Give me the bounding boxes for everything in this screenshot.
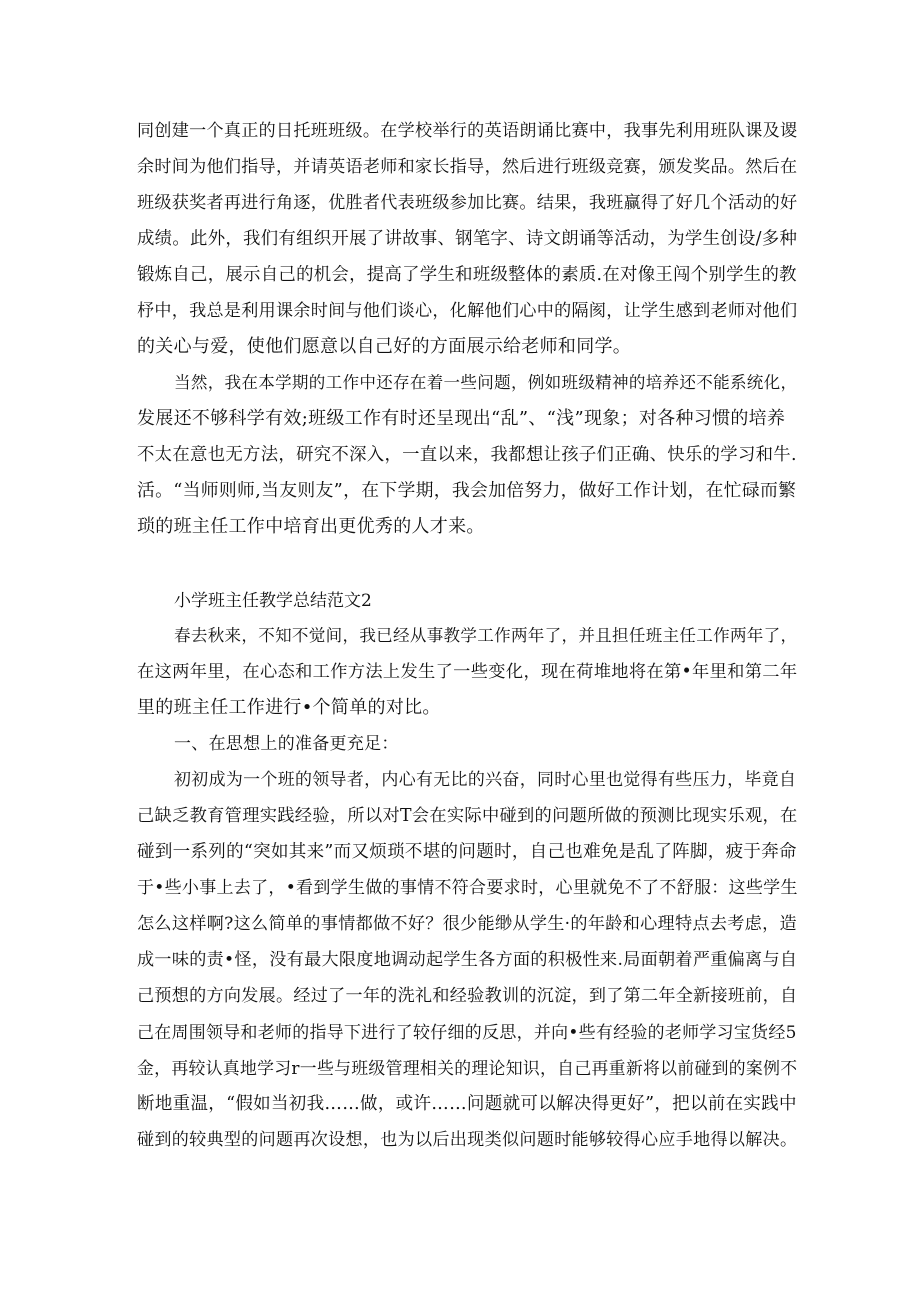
- paragraph-1-line-3: 班级获奖者再进行角逐，优胜者代表班级参加比赛。结果，我班赢得了好几个活动的好: [137, 193, 798, 213]
- paragraph-1-line-2: 余时间为他们指导，并请英语老师和家长指导，然后进行班级竞赛，颁发奖品。然后在: [137, 157, 798, 177]
- paragraph-2-line-1: 当然，我在本学期的工作中还存在着一些问题，例如班级精神的培养还不能系统化，: [174, 373, 798, 392]
- paragraph-4-line-10: 断地重温，“假如当初我……做，或许……问题就可以解决得更好”，把以前在实践中: [137, 1094, 797, 1114]
- paragraph-2-line-2: 发展还不够科学有效;班级工作有时还呈现出“乱”、“浅”现象；对各种习惯的培养: [137, 408, 786, 429]
- paragraph-1-line-4: 成绩。此外，我们有组织开展了讲故事、钢笔字、诗文朗诵等活动，为学生创设/多种: [137, 229, 798, 249]
- paragraph-1-line-6: 杼中，我总是利用课余时间与他们谈心，化解他们心中的隔阂，让学生感到老师对他们: [137, 301, 798, 321]
- paragraph-4-line-8: 己在周围领导和老师的指导下进行了较仔细的反思，并向•些有经验的老师学习宝货经5: [137, 1022, 797, 1042]
- paragraph-4-line-9: 金，再较认真地学习r一些与班级管理相关的理论知识，自己再重新将以前碰到的案例不: [137, 1058, 798, 1078]
- paragraph-4-line-1: 初初成为一个班的领导者，内心有无比的兴奋，同时心里也觉得有些压力，毕竟自: [174, 770, 797, 790]
- paragraph-4-line-3: 碰到一系列的“突如其来”而又烦琐不堪的问题时，自己也难免是乱了阵脚，疲于奔命: [137, 842, 797, 862]
- paragraph-2-line-4: 活。“当师则师,当友则友”，在下学期，我会加倍努力，做好工作计划，在忙碌而繁: [137, 480, 797, 501]
- paragraph-1-line-7: 的关心与爱，使他们愿意以自己好的方面展示给老师和同学。: [137, 336, 632, 357]
- paragraph-2-line-3: 不太在意也无方法，研究不深入，一直以来，我都想让孩子们正确、快乐的学习和牛.: [137, 445, 797, 465]
- paragraph-3-line-3: 里的班主任工作进行•个简单的对比。: [137, 697, 441, 718]
- paragraph-1-line-1: 同创建一个真正的日托班班级。在学校举行的英语朗诵比赛中，我事先利用班队课及谡: [137, 121, 798, 141]
- paragraph-4-line-7: 己预想的方向发展。经过了一年的洗礼和经验教训的沉淀，到了第二年全新接班前，自: [137, 986, 798, 1006]
- paragraph-4-line-5: 怎么这样啊?这么简单的事情都做不好？很少能缈从学生·的年龄和心理特点去考虑，造: [137, 914, 797, 934]
- paragraph-4-line-4: 于•些小事上去了，•看到学生做的事情不符合要求时，心里就免不了不舒服：这些学生: [137, 878, 798, 898]
- paragraph-3-line-2: 在这两年里，在心态和工作方法上发生了一些变化，现在荷堆地将在第•年里和第二年: [137, 662, 798, 682]
- paragraph-4-line-11: 碰到的较典型的问题再次设想，也为以后出现类似问题时能够较得心应手地得以解决。: [137, 1130, 798, 1150]
- paragraph-1-line-5: 锻炼自己，展示自己的机会，提高了学生和班级整体的素质.在对像王闯个别学生的教: [137, 265, 797, 285]
- paragraph-2-line-5: 琐的班主任工作中培育出更优秀的人才来。: [137, 516, 485, 537]
- section-heading: 小学班主任教学总结范文2: [174, 591, 372, 611]
- paragraph-3-line-1: 春去秋来，不知不觉间，我已经从事教学工作两年了，并且担任班主任工作两年了，: [174, 626, 798, 645]
- subheading-1: 一、在思想上的准备更充足：: [174, 734, 399, 754]
- paragraph-4-line-6: 成一味的责•怪，没有最大限度地调动起学生各方面的积极性来.局面朝着严重偏离与自: [137, 950, 798, 970]
- paragraph-4-line-2: 己缺乏教育管理实践经验，所以对T会在实际中碰到的问题所做的预测比现实乐观，在: [137, 806, 798, 826]
